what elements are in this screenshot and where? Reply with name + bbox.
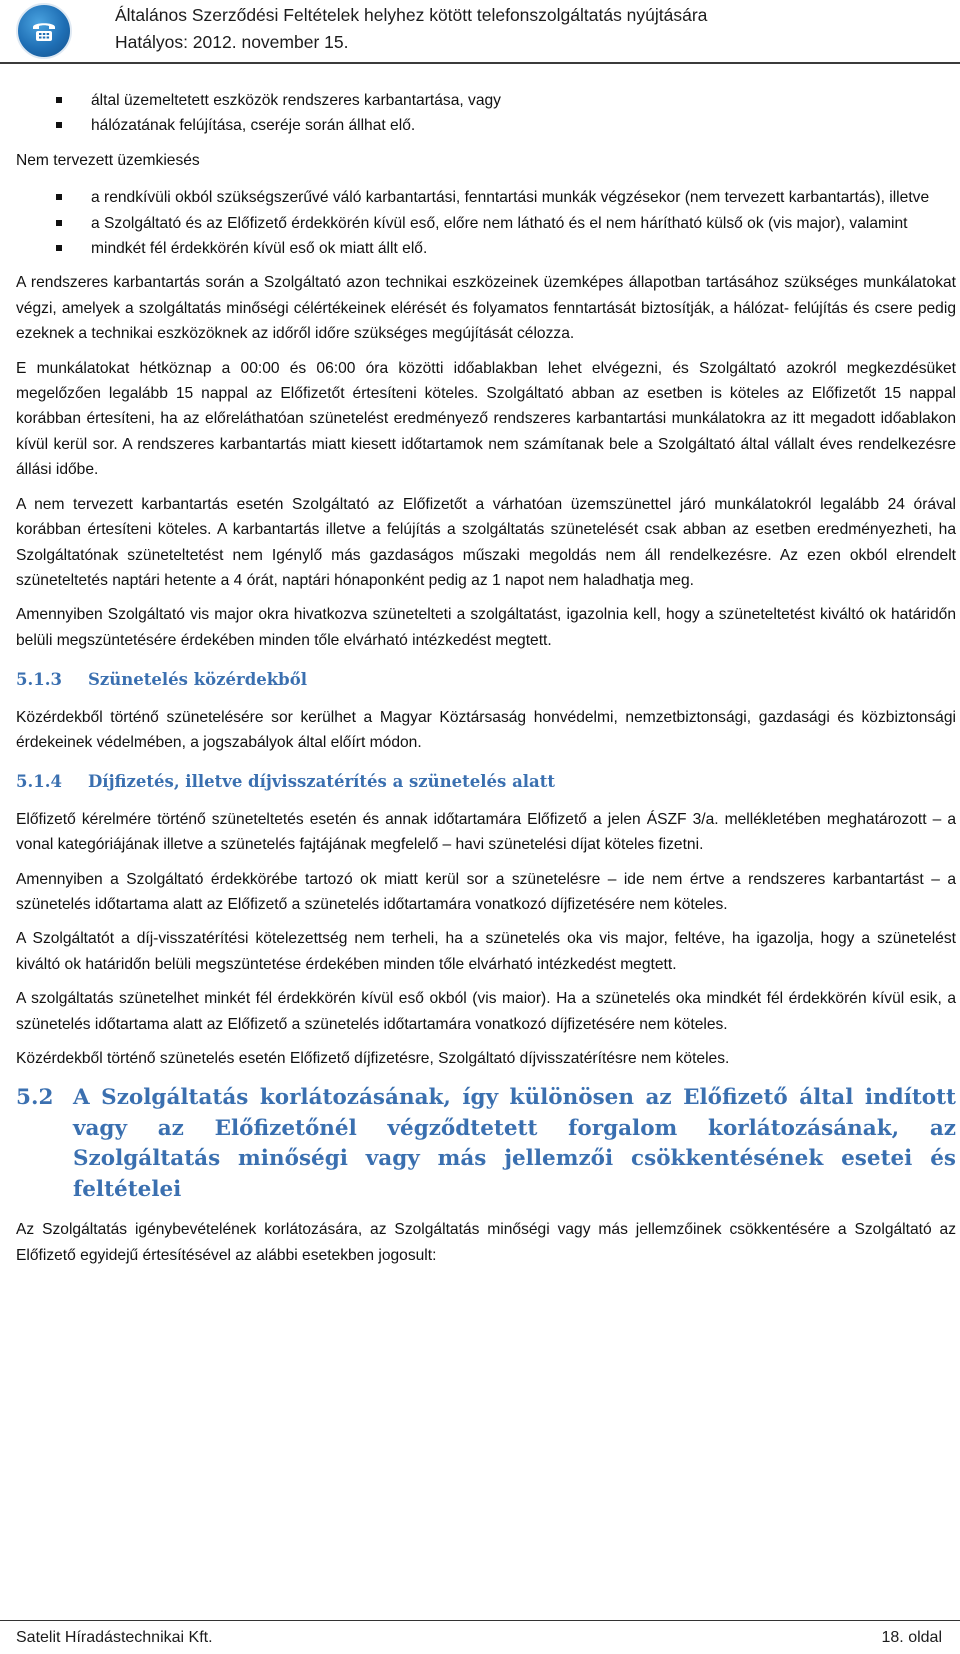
list-item: által üzemeltetett eszközök rendszeres karbantartása, vagy xyxy=(16,88,956,113)
paragraph: A szolgáltatás szünetelhet minkét fél érdekkörén kívül eső okból (vis maior). Ha a szünetelés oka mindkét fél érdekkörén kívül esik, a szünetelés időtartama alatt az Előfizető a szünetelés időtartamára vonatkozó díjfizetésére nem köteles. xyxy=(16,990,956,1033)
paragraph: Közérdekből történő szünetelés esetén Előfizető díjfizetésre, Szolgáltató díjvisszatérítésre nem köteles. xyxy=(16,1050,730,1067)
square-bullet-icon xyxy=(56,97,62,103)
square-bullet-icon xyxy=(56,245,62,251)
telephone-logo-icon xyxy=(16,3,72,59)
square-bullet-icon xyxy=(56,194,62,200)
section-heading-5-2: 5.2 A Szolgáltatás korlátozásának, így különösen az Előfizető által indított vagy az Előfizetőnél végződtetett forgalom korlátozásának, az Szolgáltatás minőségi vagy más jellemzői csökkentésének esetei és feltételei xyxy=(16,1085,956,1202)
paragraph: Amennyiben Szolgáltató vis major okra hivatkozva szünetelteti a szolgáltatást, igazolnia kell, hogy a szüneteltetést kiváltó ok határidőn belüli megszüntetésére érdekében minden tőle elvárható intézkedést megtett. xyxy=(16,606,956,649)
list-item: a Szolgáltató és az Előfizető érdekkörén kívül eső, előre nem látható és el nem hárítható külső ok (vis major), valamint xyxy=(16,211,956,236)
effective-date: Hatályos: 2012. november 15. xyxy=(115,32,349,52)
unplanned-outage-label: Nem tervezett üzemkiesés xyxy=(16,151,200,169)
intro-bullet-list xyxy=(16,88,956,139)
square-bullet-icon xyxy=(56,220,62,226)
square-bullet-icon xyxy=(56,122,62,128)
paragraph: A rendszeres karbantartás során a Szolgáltató azon technikai eszközeinek üzemképes állapotban tartásához szükséges munkálatokat végzi, amelyek a szolgáltatás minőségi célértékeinek elérését és folyamatos fenntartását biztosítják, a hálózat- felújítás és csere pedig ezeknek a technikai eszközöknek az időről időre szükséges megújítását célozza. xyxy=(16,274,956,343)
list-item: hálózatának felújítása, cseréje során állhat elő. xyxy=(16,113,956,138)
paragraph: Az Szolgáltatás igénybevételének korlátozására, az Szolgáltatás minőségi vagy más jellemzőinek csökkentésére a Szolgáltató az Előfizető egyidejű értesítésével az alábbi esetekben jogosult: xyxy=(16,1221,956,1264)
footer-divider xyxy=(0,1620,960,1621)
document-title: Általános Szerződési Feltételek helyhez kötött telefonszolgáltatás nyújtására xyxy=(115,5,708,25)
paragraph: A nem tervezett karbantartás esetén Szolgáltató az Előfizetőt a várhatóan üzemszünettel járó munkálatokról legalább 24 órával korábban értesíteni köteles. A karbantartás illetve a felújítás a szolgáltatás szünetelését csak abban az esetben eredményezheti, ha Szolgáltatónak szüneteltetést nem Igénylő más gazdaságos műszaki megoldás nem áll rendelkezésre. Az ezen okból elrendelt szüneteltetés naptári hetente a 4 órát, naptári hónaponként pedig az 1 napot nem haladhatja meg. xyxy=(16,495,956,589)
header-divider xyxy=(0,62,960,64)
paragraph: Előfizető kérelmére történő szüneteltetés esetén és annak időtartamára Előfizető a jelen ÁSZF 3/a. mellékletében meghatározott – a vonal kategóriájának illetve a szünetelés fajtájának megfelelő – havi szünetelési díjat köteles fizetni. xyxy=(16,810,956,854)
unplanned-bullet-list xyxy=(16,185,956,261)
paragraph: E munkálatokat hétköznap a 00:00 és 06:00 óra közötti időablakban lehet elvégezni, és Szolgáltató azokról megkezdésüket megelőzően legalább 15 nappal az Előfizetőt értesíteni köteles. Szolgáltató abban az esetben is köteles az Előfizetőt 15 nappal korábban értesíteni, ha az előreláthatóan szünetelést eredményező rendszeres karbantartási munkálatokra az itt megadott időablakon kívül kerül sor. A rendszeres karbantartás miatt kiesett időtartamok nem számítanak bele a Szolgáltató által vállalt éves rendelkezésre állási időbe. xyxy=(16,359,956,479)
list-item: mindkét fél érdekkörén kívül eső ok miatt állt elő. xyxy=(16,236,956,261)
paragraph: Közérdekből történő szünetelésére sor kerülhet a Magyar Köztársaság honvédelmi, nemzetbiztonsági, gazdasági és közbiztonsági érdekeinek védelmében, a jogszabályok által előírt módon. xyxy=(16,708,956,751)
paragraph: A Szolgáltatót a díj-visszatérítési kötelezettség nem terheli, ha a szünetelés oka vis major, feltéve, ha igazolja, hogy a szünetelést kiváltó ok határidőn belüli megszüntetése érdekében minden tőle elvárható intézkedést megtett. xyxy=(16,930,956,973)
section-heading-5-1-3: 5.1.3 Szünetelés közérdekből xyxy=(16,670,307,690)
page-number: 18. oldal xyxy=(881,1629,942,1646)
footer-company: Satelit Híradástechnikai Kft. xyxy=(16,1629,213,1646)
page-header xyxy=(0,0,960,64)
section-heading-5-1-4: 5.1.4 Díjfizetés, illetve díjvisszatérítés a szünetelés alatt xyxy=(16,772,555,792)
list-item: a rendkívüli okból szükségszerűvé váló karbantartási, fenntartási munkák végzésekor (nem tervezett karbantartás), illetve xyxy=(16,185,956,210)
document-body xyxy=(16,88,956,1268)
paragraph: Amennyiben a Szolgáltató érdekkörébe tartozó ok miatt kerül sor a szünetelésre – ide nem értve a rendszeres karbantartást – a szünetelés időtartama alatt az Előfizető a szünetelés időtartamára vonatkozó díjfizetésére nem köteles. xyxy=(16,870,956,913)
